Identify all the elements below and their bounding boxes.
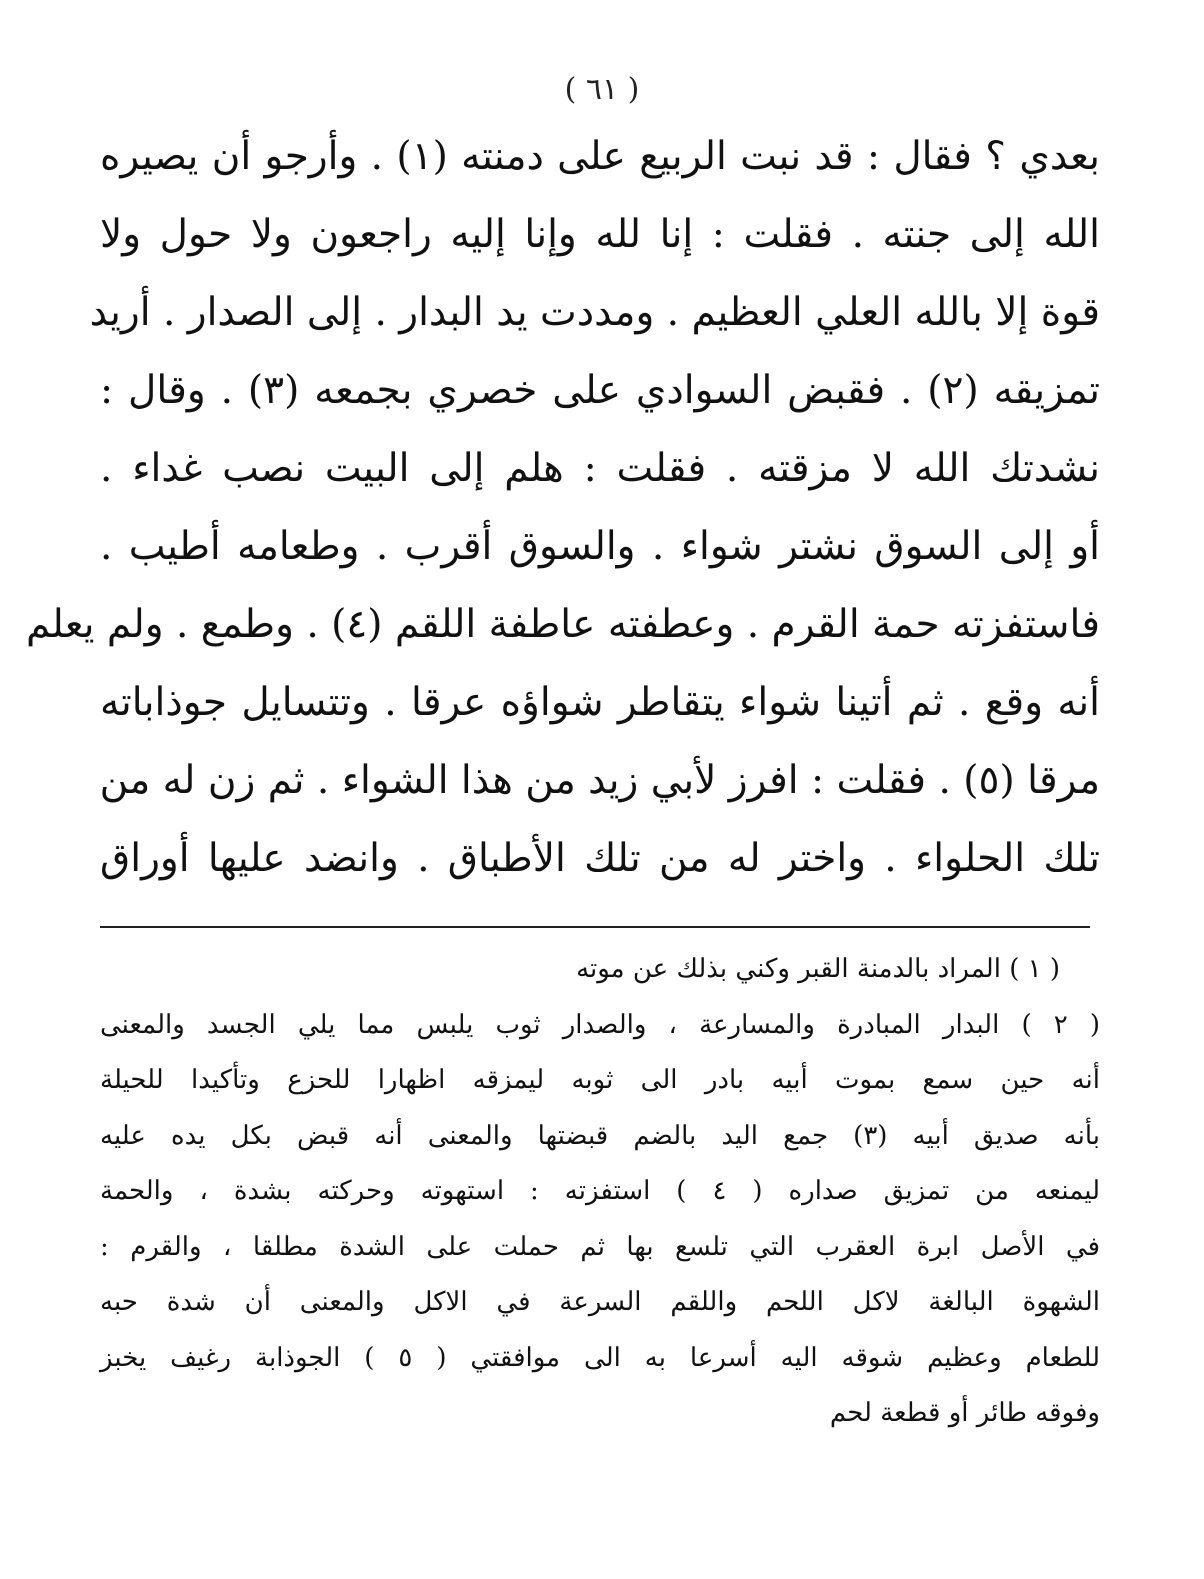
main-text-line: مرقا (٥) . فقلت : افرز لأبي زيد من هذا الشواء . ثم زن له من [99, 758, 1100, 803]
main-text-line: أنه وقع . ثم أتينا شواء يتقاطر شواؤه عرقا . وتتسايل جوذاباته [100, 680, 1100, 725]
footnote-line: بأنه صديق أبيه (٣) جمع اليد بالضم قبضتها والمعنى أنه قبض بكل يده عليه [100, 1120, 1100, 1151]
main-text-line: بعدي ؟ فقال : قد نبت الربيع على دمنته (١) . وأرجو أن يصيره [100, 134, 1100, 179]
main-text-line: تلك الحلواء . واختر له من تلك الأطباق . وانضد عليها أوراق [100, 836, 1100, 881]
footnote-line: ليمنعه من تمزيق صداره ( ٤ ) استفزته : استهوته وحركته بشدة ، والحمة [100, 1176, 1100, 1206]
footnote-line: الشهوة البالغة لاكل اللحم واللقم السرعة في الاكل والمعنى أن شدة حبه [100, 1287, 1100, 1317]
main-text-line: فاستفزته حمة القرم . وعطفته عاطفة اللقم (٤) . وطمع . ولم يعلم [25, 602, 1100, 647]
main-text-body [25, 118, 1100, 898]
footnote-line: ( ٢ ) البدار المبادرة والمسارعة ، والصدار ثوب يلبس مما يلي الجسد والمعنى [100, 1009, 1100, 1040]
footnote-divider [100, 926, 1090, 928]
main-text-line: الله إلى جنته . فقلت : إنا لله وإنا إليه راجعون ولا حول ولا [100, 212, 1100, 257]
page-number: ( ٦١ ) [564, 72, 640, 107]
main-text-line: قوة إلا بالله العلي العظيم . ومددت يد البدار . إلى الصدار . أريد [89, 290, 1100, 335]
main-text-line: تمزيقه (٢) . فقبض السوادي على خصري بجمعه (٣) . وقال : [100, 368, 1100, 413]
main-text-line: أو إلى السوق نشتر شواء . والسوق أقرب . وطعامه أطيب . [100, 524, 1100, 569]
footnote-line: وفوقه طائر أو قطعة لحم [829, 1398, 1100, 1428]
footnote-line: ( ١ ) المراد بالدمنة القبر وكني بذلك عن موته [576, 954, 1060, 984]
main-text-line: نشدتك الله لا مزقته . فقلت : هلم إلى البيت نصب غداء . [100, 446, 1100, 491]
footnote-line: للطعام وعظيم شوقه اليه أسرعا به الى موافقتي ( ٥ ) الجوذابة رغيف يخبز [100, 1342, 1100, 1373]
footnote-line: في الأصل ابرة العقرب التي تلسع بها ثم حملت على الشدة مطلقا ، والقرم : [100, 1231, 1100, 1262]
footnotes [100, 942, 1100, 1442]
footnote-line: أنه حين سمع بموت أبيه بادر الى ثوبه ليمزقه اظهارا للحزع وتأكيدا للحيلة [100, 1065, 1100, 1095]
